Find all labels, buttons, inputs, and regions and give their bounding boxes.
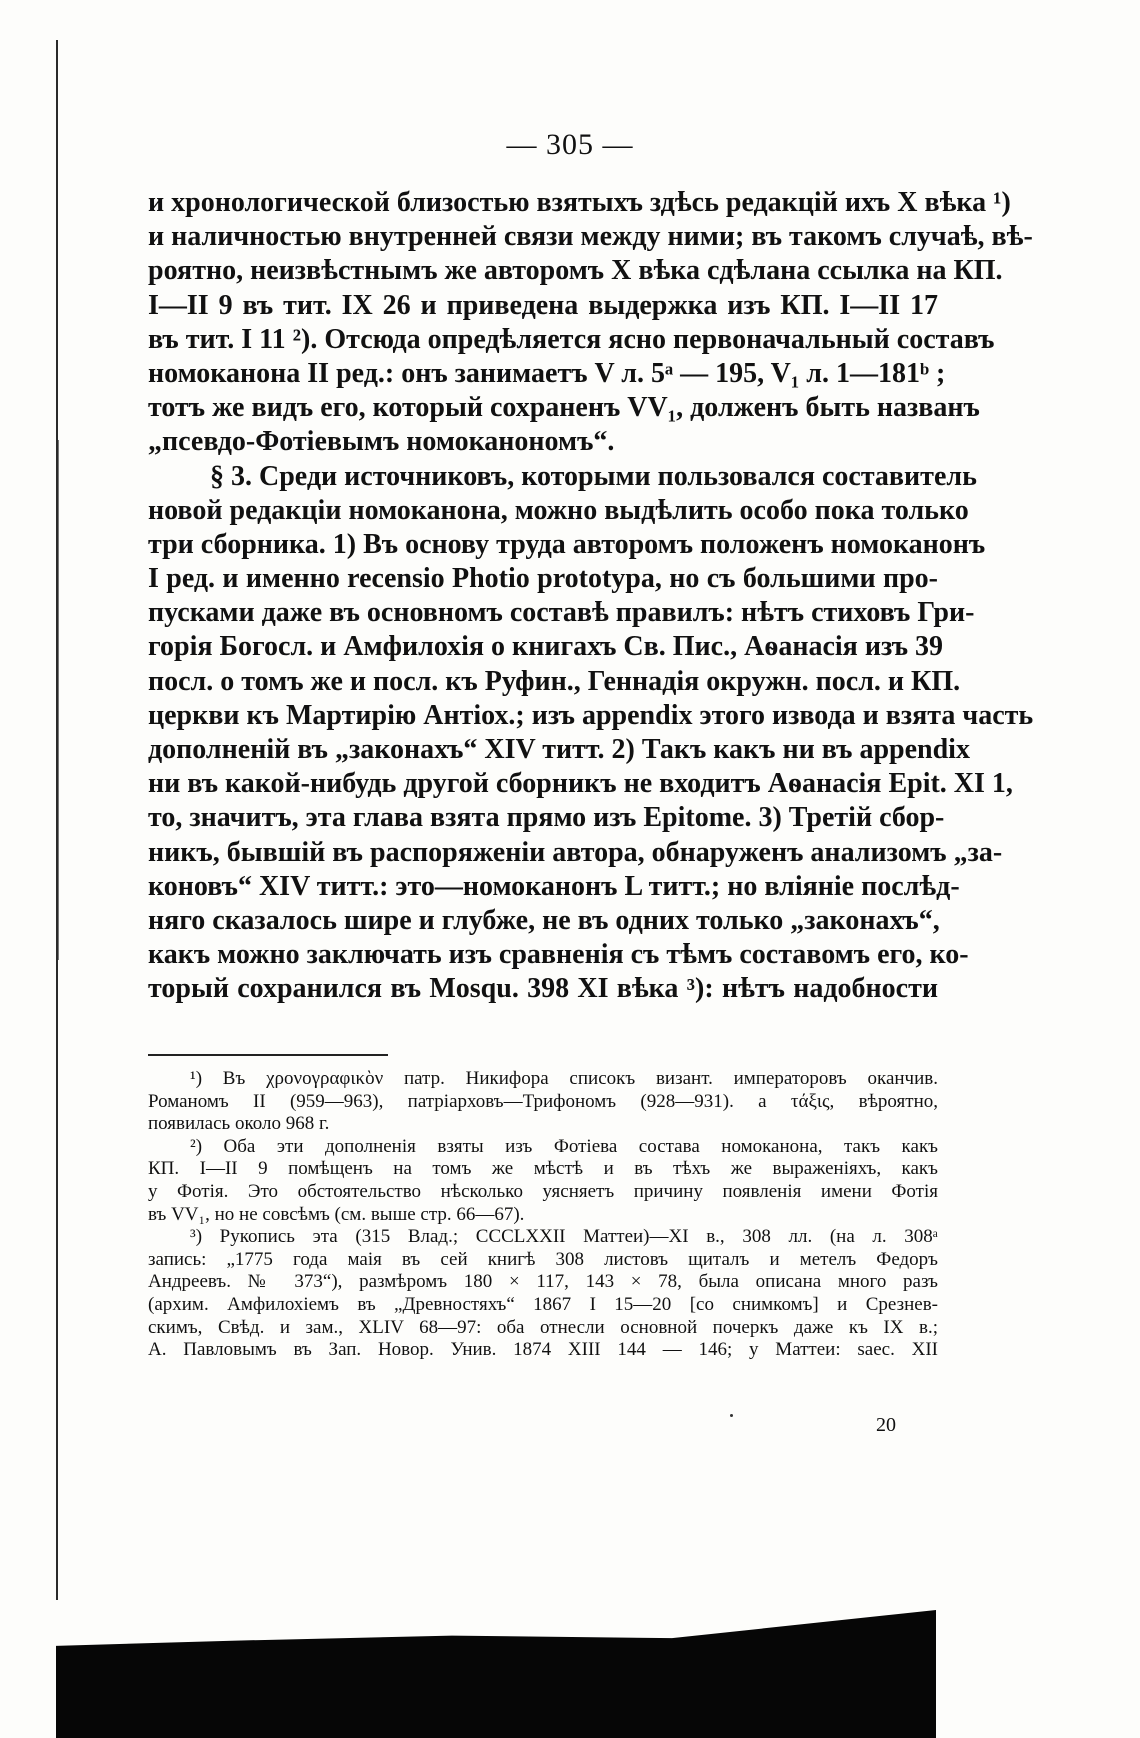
footnote-line-12: скимъ, Свѣд. и зам., XLIV 68—97: оба отнесли основной почеркъ даже къ IX в.;	[148, 1316, 938, 1338]
main-line-18: ни въ какой-нибудь другой сборникъ не входитъ Аѳанасія Epit. XI 1,	[148, 768, 1013, 800]
main-line-8: „псевдо-Фотіевымъ номоканономъ“.	[148, 426, 615, 458]
main-line-17: дополненій въ „законахъ“ XIV титт. 2) Такъ какъ ни въ appendix	[148, 734, 970, 765]
scan-left-edge-inner	[58, 440, 59, 960]
footnote-line-7: въ VV₁, но не совсѣмъ (см. выше стр. 66—67).	[148, 1203, 525, 1225]
main-line-10: новой редакціи номоканона, можно выдѣлить особо пока только	[148, 494, 969, 526]
main-text	[148, 186, 1034, 1007]
footnote-line-2: Романомъ II (959—963), патріарховъ—Трифономъ (928—931). а τάξις, вѣроятно,	[148, 1090, 938, 1112]
main-line-24: торый сохранился въ Mosqu. 398 XI вѣка ³): нѣтъ надобности	[148, 973, 938, 1005]
main-line-13: пусками даже въ основномъ составѣ правилъ: нѣтъ стиховъ Гри-	[148, 597, 975, 629]
main-line-4: I—II 9 въ тит. IX 26 и приведена выдержка изъ КП. I—II 17	[148, 289, 938, 321]
footnote-line-5: КП. I—II 9 помѣщенъ на томъ же мѣстѣ и въ тѣхъ же выраженіяхъ, какъ	[148, 1158, 938, 1180]
main-line-15: посл. о томъ же и посл. къ Руфин., Геннадія окружн. посл. и КП.	[148, 665, 961, 697]
main-line-20: никъ, бывшій въ распоряженіи автора, обнаруженъ анализомъ „за-	[148, 836, 1003, 868]
footnote-line-1: ¹) Въ χρονογραφικὸν патр. Никифора списокъ визант. императоровъ оканчив.	[190, 1068, 938, 1089]
main-line-1: и хронологической близостью взятыхъ здѣсь редакцій ихъ X вѣка ¹)	[148, 187, 1011, 218]
main-line-5: въ тит. I 11 ²). Отсюда опредѣляется ясно первоначальный составъ	[148, 323, 995, 355]
main-line-7: тотъ же видъ его, который сохраненъ VV₁, долженъ быть названъ	[148, 392, 980, 424]
main-line-3: роятно, неизвѣстнымъ же авторомъ X вѣка сдѣлана ссылка на КП.	[148, 255, 1003, 287]
scan-shadow	[56, 1610, 936, 1738]
main-line-16: церкви къ Мартирію Антіох.; изъ appendix этого извода и взята часть	[148, 699, 1034, 731]
main-line-12: I ред. и именно recensio Photio prototypa, но съ большими про-	[148, 563, 938, 595]
footnote-line-6: у Фотія. Это обстоятельство нѣсколько уясняетъ причину появленія имени Фотія	[148, 1180, 938, 1202]
main-line-9: § 3. Среди источниковъ, которыми пользовался составитель	[210, 460, 977, 492]
main-line-23: какъ можно заключать изъ сравненія съ тѣмъ составомъ его, ко-	[148, 939, 969, 971]
footnote-line-3: появилась около 968 г.	[148, 1113, 330, 1135]
main-line-14: горія Богосл. и Амфилохія о книгахъ Св. Пис., Аѳанасія изъ 39	[148, 631, 944, 663]
footnote-line-8: ³) Рукопись эта (315 Влад.; CCCLXXII Маттеи)—XI в., 308 лл. (на л. 308ᵃ	[190, 1226, 938, 1248]
footnote-line-11: (архим. Амфилохіемъ въ „Древностяхъ“ 1867 I 15—20 [со снимкомъ] и Срезнев-	[148, 1293, 938, 1315]
main-line-19: то, значитъ, эта глава взята прямо изъ Epitome. 3) Третій сбор-	[148, 802, 945, 834]
footnotes	[148, 1068, 938, 1362]
footnote-line-13: А. Павловымъ въ Зап. Новор. Унив. 1874 XIII 144 — 146; у Маттеи: saec. XII	[148, 1339, 938, 1361]
page-number: — 305 —	[506, 128, 634, 161]
footnote-line-4: ²) Оба эти дополненія взяты изъ Фотіева состава номоканона, такъ какъ	[190, 1135, 938, 1157]
footnote-line-10: Андреевъ. № 373“), размѣромъ 180 × 117, 143 × 78, была описана много разъ	[148, 1271, 938, 1293]
footnote-separator	[148, 1054, 388, 1056]
main-line-22: няго сказалось шире и глубже, не въ одних только „законахъ“,	[148, 904, 940, 936]
main-line-6: номоканона II ред.: онъ занимаетъ V л. 5ᵃ — 195, V₁ л. 1—181ᵇ ;	[148, 357, 946, 389]
main-line-2: и наличностью внутренней связи между ними; въ такомъ случаѣ, вѣ-	[148, 221, 1033, 253]
main-line-21: коновъ“ XIV титт.: это—номоканонъ L титт.; но вліяніе послѣд-	[148, 870, 960, 902]
main-line-11: три сборника. 1) Въ основу труда авторомъ положенъ номоканонъ	[148, 528, 986, 560]
signature-mark: 20	[876, 1414, 896, 1436]
ink-dot	[730, 1414, 733, 1417]
footnote-line-9: запись: „1775 года маія въ сей книгѣ 308 листовъ щиталъ и метелъ Федоръ	[148, 1248, 938, 1270]
